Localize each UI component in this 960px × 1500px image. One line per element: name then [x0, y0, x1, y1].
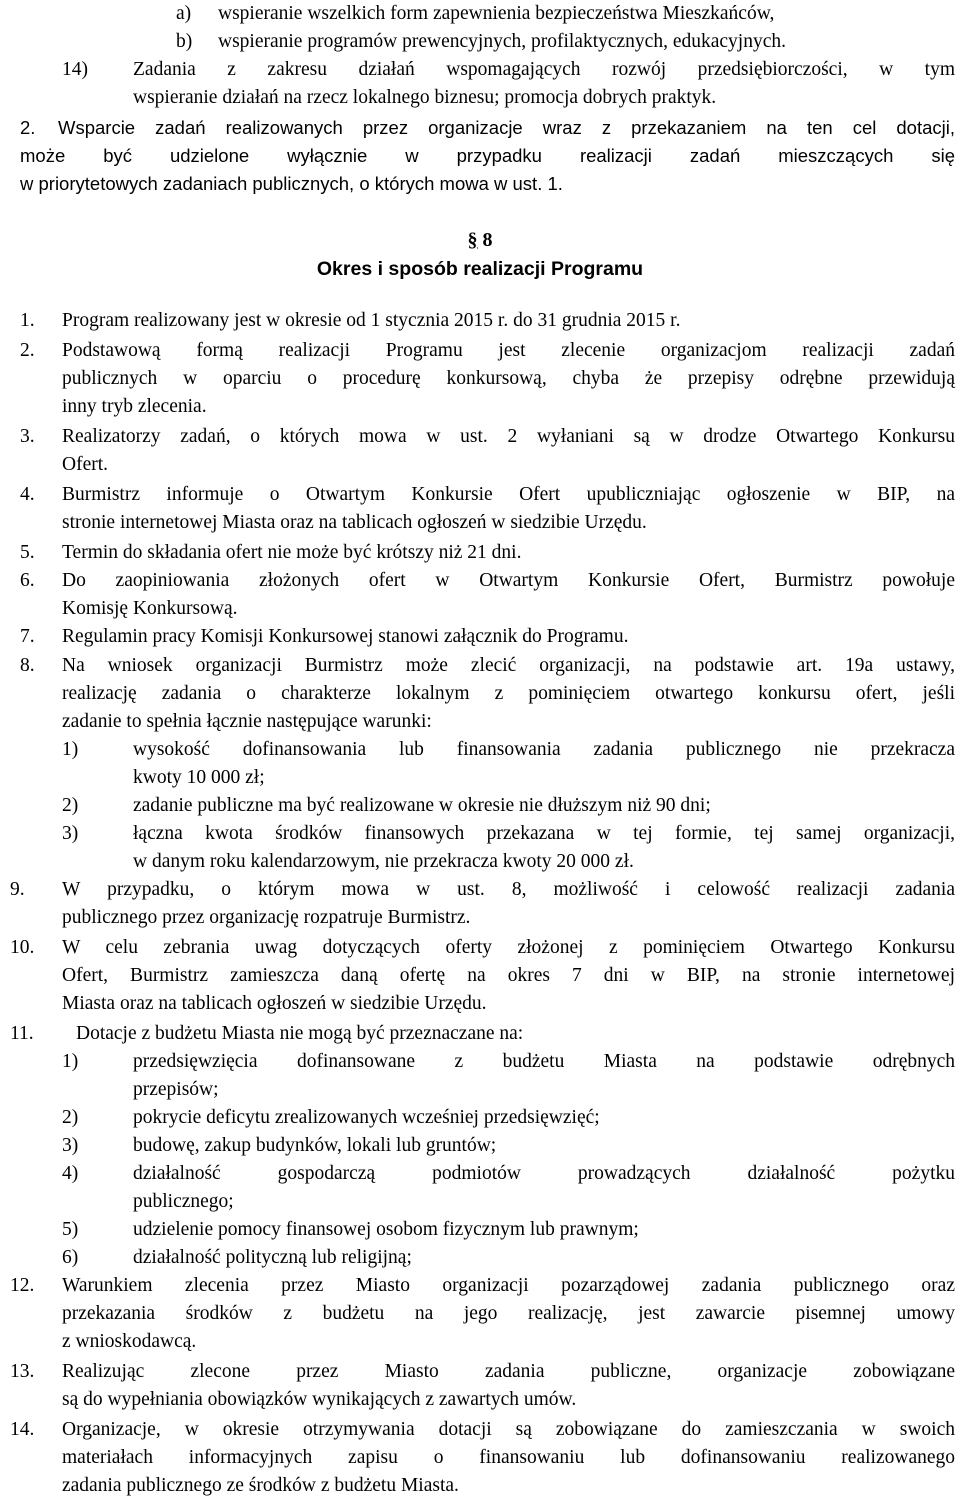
- sub8-2-line-1-text: zadanie publiczne ma być realizowane w okresie nie dłuższym niż 90 dni;: [133, 795, 711, 816]
- item-a-text: wspieranie wszelkich form zapewnienia bezpieczeństwa Mieszkańców,: [218, 3, 775, 24]
- sub11-6-line-1-text: działalność polityczną lub religijną;: [133, 1247, 412, 1268]
- point-11-line-1-text: Dotacje z budżetu Miasta nie mogą być przeznaczane na:: [76, 1023, 524, 1044]
- sub8-1-line-1-text: wysokość dofinansowania lub finansowania zadania publicznego nie przekracza: [133, 739, 955, 760]
- ust-2-line-1-text: Wsparcie zadań realizowanych przez organizacje wraz z przekazaniem na ten cel dotacji,: [58, 117, 955, 138]
- point-10-line-1-text: W celu zebrania uwag dotyczących oferty złożonej z pominięciem Otwartego Konkursu: [62, 937, 955, 958]
- point-3-line-1-number: 3.: [20, 426, 35, 447]
- sub8-1-line-2-text: kwoty 10 000 zł;: [133, 767, 265, 788]
- point-14-line-1-number: 14.: [10, 1419, 35, 1440]
- point-12-line-1-text: Warunkiem zlecenia przez Miasto organizacji pozarządowej zadania publicznego oraz: [62, 1275, 955, 1296]
- point-3-line-1-text: Realizatorzy zadań, o których mowa w ust. 2 wyłaniani są w drodze Otwartego Konkursu: [62, 426, 955, 447]
- sub11-4-line-2-text: publicznego;: [133, 1191, 234, 1212]
- sub8-2-line-1-number: 2): [62, 795, 79, 816]
- point-7-line-1-text: Regulamin pracy Komisji Konkursowej stanowi załącznik do Programu.: [62, 626, 629, 647]
- sub11-1-line-1-number: 1): [62, 1051, 79, 1072]
- point-4-line-2-text: stronie internetowej Miasta oraz na tablicach ogłoszeń w siedzibie Urzędu.: [62, 512, 647, 533]
- item-b-number: b): [176, 31, 193, 52]
- section-symbol: §: [467, 229, 478, 251]
- point-12-line-2-text: przekazania środków z budżetu na jego realizację, jest zawarcie pisemnej umowy: [62, 1303, 955, 1324]
- item-14-line-1-text: Zadania z zakresu działań wspomagających rozwój przedsiębiorczości, w tym: [133, 59, 955, 80]
- point-2-line-3-text: inny tryb zlecenia.: [62, 396, 207, 417]
- point-11-line-1-number: 11.: [10, 1023, 34, 1044]
- point-9-line-2-text: publicznego przez organizację rozpatruje Burmistrz.: [62, 907, 471, 928]
- point-4-line-1-text: Burmistrz informuje o Otwartym Konkursie Ofert upubliczniając ogłoszenie w BIP, na: [62, 484, 955, 505]
- sub11-3-line-1-number: 3): [62, 1135, 79, 1156]
- point-8-line-3-text: zadanie to spełnia łącznie następujące warunki:: [62, 711, 432, 732]
- point-13-line-1-text: Realizując zlecone przez Miasto zadania publiczne, organizacje zobowiązane: [62, 1361, 955, 1382]
- section-title: Okres i sposób realizacji Programu: [316, 258, 644, 280]
- point-14-line-2-text: materiałach informacyjnych zapisu o finansowaniu lub dofinansowaniu realizowanego: [62, 1447, 955, 1468]
- sub11-5-line-1-number: 5): [62, 1219, 79, 1240]
- point-2-line-2-text: publicznych w oparciu o procedurę konkursową, chyba że przepisy odrębne przewidują: [62, 368, 955, 389]
- point-9-line-1-number: 9.: [10, 879, 25, 900]
- point-6-line-2-text: Komisję Konkursową.: [62, 598, 238, 619]
- sub11-3-line-1-text: budowę, zakup budynków, lokali lub gruntów;: [133, 1135, 497, 1156]
- ust-2-line-1-number: 2.: [20, 117, 36, 138]
- sub8-3-line-1-text: łączna kwota środków finansowych przekazana w tej formie, tej samej organizacji,: [133, 823, 955, 844]
- point-14-line-1-text: Organizacje, w okresie otrzymywania dotacji są zobowiązane do zamieszczania w swoich: [62, 1419, 955, 1440]
- point-10-line-1-number: 10.: [10, 937, 35, 958]
- sub11-2-line-1-number: 2): [62, 1107, 79, 1128]
- sub11-4-line-1-number: 4): [62, 1163, 79, 1184]
- point-2-line-1-number: 2.: [20, 340, 35, 361]
- point-6-line-1-number: 6.: [20, 570, 35, 591]
- point-8-line-1-text: Na wniosek organizacji Burmistrz może zlecić organizacji, na podstawie art. 19a ustawy,: [62, 655, 955, 676]
- ust-2-line-2-text: może być udzielone wyłącznie w przypadku realizacji zadań mieszczących się: [20, 145, 955, 166]
- item-14-line-2-text: wspieranie działań na rzecz lokalnego biznesu; promocja dobrych praktyk.: [133, 87, 717, 108]
- point-1-line-1-text: Program realizowany jest w okresie od 1 stycznia 2015 r. do 31 grudnia 2015 r.: [62, 310, 681, 331]
- point-10-line-2-text: Ofert, Burmistrz zamieszcza daną ofertę na okres 7 dni w BIP, na stronie internetowej: [62, 965, 955, 986]
- item-b-text: wspieranie programów prewencyjnych, profilaktycznych, edukacyjnych.: [218, 31, 786, 52]
- point-14-line-3-text: zadania publicznego ze środków z budżetu Miasta.: [62, 1475, 459, 1496]
- point-8-line-2-text: realizację zadania o charakterze lokalnym z pominięciem otwartego konkursu ofert, jeśli: [62, 683, 955, 704]
- point-7-line-1-number: 7.: [20, 626, 35, 647]
- sub11-4-line-1-text: działalność gospodarczą podmiotów prowadzących działalność pożytku: [133, 1163, 955, 1184]
- sub11-5-line-1-text: udzielenie pomocy finansowej osobom fizycznym lub prawnym;: [133, 1219, 639, 1240]
- item-14-line-1-number: 14): [62, 59, 88, 80]
- point-6-line-1-text: Do zaopiniowania złożonych ofert w Otwartym Konkursie Ofert, Burmistrz powołuje: [62, 570, 955, 591]
- point-9-line-1-text: W przypadku, o którym mowa w ust. 8, możliwość i celowość realizacji zadania: [62, 879, 955, 900]
- point-10-line-3-text: Miasta oraz na tablicach ogłoszeń w siedzibie Urzędu.: [62, 993, 487, 1014]
- sub11-6-line-1-number: 6): [62, 1247, 79, 1268]
- sub8-1-line-1-number: 1): [62, 739, 79, 760]
- point-12-line-1-number: 12.: [10, 1275, 35, 1296]
- point-12-line-3-text: z wnioskodawcą.: [62, 1331, 197, 1352]
- section-number-value: 8: [482, 229, 493, 251]
- sub11-2-line-1-text: pokrycie deficytu zrealizowanych wcześniej przedsięwzięć;: [133, 1107, 600, 1128]
- sub11-1-line-1-text: przedsięwzięcia dofinansowane z budżetu Miasta na podstawie odrębnych: [133, 1051, 955, 1072]
- point-5-line-1-number: 5.: [20, 542, 35, 563]
- sub8-3-line-1-number: 3): [62, 823, 79, 844]
- point-1-line-1-number: 1.: [20, 310, 35, 331]
- point-5-line-1-text: Termin do składania ofert nie może być krótszy niż 21 dni.: [62, 542, 522, 563]
- point-13-line-2-text: są do wypełniania obowiązków wynikających z zawartych umów.: [62, 1389, 577, 1410]
- point-3-line-2-text: Ofert.: [62, 454, 109, 475]
- point-8-line-1-number: 8.: [20, 655, 35, 676]
- point-13-line-1-number: 13.: [10, 1361, 35, 1382]
- point-2-line-1-text: Podstawową formą realizacji Programu jest zlecenie organizacjom realizacji zadań: [62, 340, 955, 361]
- item-a-number: a): [176, 3, 192, 24]
- section-number: [0, 226, 960, 254]
- point-4-line-1-number: 4.: [20, 484, 35, 505]
- sub11-1-line-2-text: przepisów;: [133, 1079, 219, 1100]
- ust-2-line-3-text: w priorytetowych zadaniach publicznych, o których mowa w ust. 1.: [20, 173, 563, 194]
- sub8-3-line-2-text: w danym roku kalendarzowym, nie przekracza kwoty 20 000 zł.: [133, 851, 634, 872]
